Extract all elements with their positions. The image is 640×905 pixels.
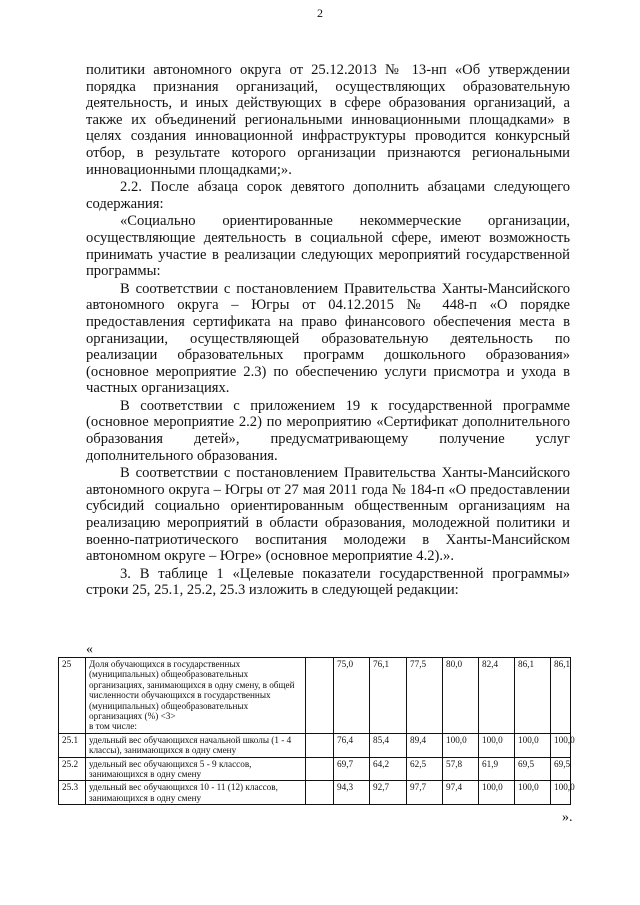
- row-name: удельный вес обучающихся 10 - 11 (12) классов, занимающихся в одну смену: [86, 781, 306, 805]
- table-row-25-1: [59, 733, 571, 757]
- value-cell: 61,9: [479, 757, 515, 781]
- empty-cell: [306, 733, 334, 757]
- value-cell: 80,0: [443, 658, 479, 734]
- value-cell: 100,0: [551, 781, 571, 805]
- paragraph-resolution-184p: В соответствии с постановлением Правительства Ханты-Мансийского автономного округа – Югры от 27 мая 2011 года № 184-п «О предоставлении субсидий социально ориентированным общественным организациям на реализацию мероприятий в области образования, молодежной политики и военно-патриотического воспитания молодежи в Ханты-Мансийском автономном округе – Югре» (основное мероприятие 4.2).».: [86, 465, 570, 565]
- open-quote: «: [86, 642, 93, 657]
- paragraph-2-2: 2.2. После абзаца сорок девятого дополнить абзацами следующего содержания:: [86, 179, 570, 212]
- row-name: удельный вес обучающихся 5 - 9 классов, занимающихся в одну смену: [86, 757, 306, 781]
- value-cell: 94,3: [334, 781, 370, 805]
- value-cell: 62,5: [407, 757, 443, 781]
- value-cell: 75,0: [334, 658, 370, 734]
- row-id: 25: [59, 658, 86, 734]
- row-id: 25.3: [59, 781, 86, 805]
- paragraph-continuation: политики автономного округа от 25.12.2013 № 13-нп «Об утверждении порядка признания организаций, осуществляющих образовательную деятельность, и иных действующих в сфере образования организаций, а также их объединений региональными инновационными площадками» в целях создания инновационной инфраструктуры проводится конкурсный отбор, в результате которого организации признаются региональными инновационными площадками;».: [86, 62, 570, 178]
- row-id: 25.2: [59, 757, 86, 781]
- document-body: [86, 62, 570, 599]
- table-row-25-2: [59, 757, 571, 781]
- empty-cell: [306, 781, 334, 805]
- value-cell: 100,0: [479, 733, 515, 757]
- value-cell: 86,1: [551, 658, 571, 734]
- table-row-25: [59, 658, 571, 734]
- value-cell: 100,0: [551, 733, 571, 757]
- close-quote: ».: [562, 810, 573, 825]
- paragraph-table-1: 3. В таблице 1 «Целевые показатели государственной программы» строки 25, 25.1, 25.2, 25.3 изложить в следующей редакции:: [86, 565, 570, 599]
- paragraph-resolution-448p: В соответствии с постановлением Правительства Ханты-Мансийского автономного округа – Югры от 04.12.2015 № 448-п «О порядке предоставления сертификата на право финансового обеспечения места в организации, осуществляющей образовательную деятельность по реализации образовательных программ дошкольного образования» (основное мероприятие 2.3) по обеспечению услуги присмотра и ухода в частных организациях.: [86, 280, 570, 397]
- row-note: в том числе:: [89, 721, 137, 732]
- value-cell: 82,4: [479, 658, 515, 734]
- row-id: 25.1: [59, 733, 86, 757]
- value-cell: 76,1: [370, 658, 407, 734]
- value-cell: 86,1: [515, 658, 551, 734]
- value-cell: 76,4: [334, 733, 370, 757]
- value-cell: 100,0: [515, 733, 551, 757]
- value-cell: 69,5: [551, 757, 571, 781]
- value-cell: 69,5: [515, 757, 551, 781]
- row-name: удельный вес обучающихся начальной школы (1 - 4 классы), занимающихся в одну смену: [86, 733, 306, 757]
- empty-cell: [306, 757, 334, 781]
- page-number: 2: [317, 6, 323, 20]
- indicators-table: [58, 657, 575, 805]
- row-name: Доля обучающихся в государственных (муниципальных) общеобразовательных организациях, занимающихся в одну смену, в общей численности обучающихся в государственных (муниципальных) общеобразовательных организациях (%) <3> в том числе:: [86, 658, 306, 734]
- value-cell: 69,7: [334, 757, 370, 781]
- paragraph-appendix-19: В соответствии с приложением 19 к государственной программе (основное мероприятие 2.2) по мероприятию «Сертификат дополнительного образования детей», предусматривающему получение услуг дополнительного образования.: [86, 397, 570, 464]
- value-cell: 97,7: [407, 781, 443, 805]
- value-cell: 100,0: [515, 781, 551, 805]
- value-cell: 92,7: [370, 781, 407, 805]
- value-cell: 97,4: [443, 781, 479, 805]
- empty-cell: [306, 658, 334, 734]
- value-cell: 57,8: [443, 757, 479, 781]
- paragraph-social-organizations: «Социально ориентированные некоммерческие организации, осуществляющие деятельность в социальной сфере, имеют возможность принимать участие в реализации следующих мероприятий государственной программы:: [86, 213, 570, 280]
- value-cell: 77,5: [407, 658, 443, 734]
- value-cell: 89,4: [407, 733, 443, 757]
- table-row-25-3: [59, 781, 571, 805]
- value-cell: 100,0: [443, 733, 479, 757]
- footnote-ref[interactable]: <3>: [160, 711, 176, 722]
- value-cell: 64,2: [370, 757, 407, 781]
- value-cell: 100,0: [479, 781, 515, 805]
- value-cell: 85,4: [370, 733, 407, 757]
